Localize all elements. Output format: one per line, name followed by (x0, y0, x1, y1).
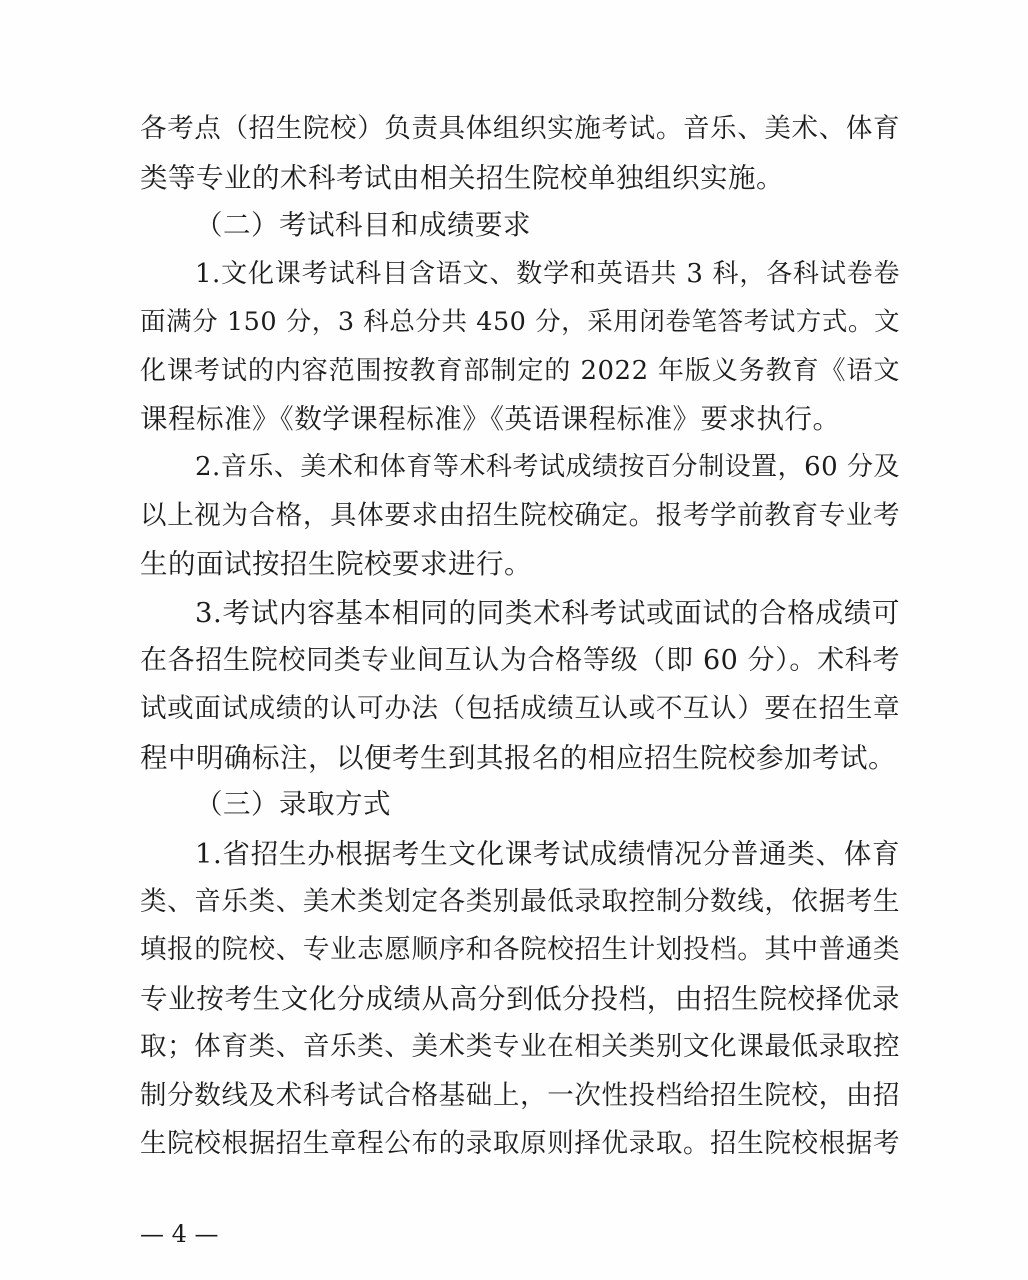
paragraph-line: 专业按考生文化分成绩从高分到低分投档，由招生院校择优录 (140, 983, 900, 1015)
paragraph-line: 程中明确标注，以便考生到其报名的相应招生院校参加考试。 (140, 742, 896, 774)
paragraph-line: 以上视为合格，具体要求由招生院校确定。报考学前教育专业考 (140, 500, 900, 531)
page-number: — 4 — (140, 1220, 219, 1248)
paragraph-line: 1.文化课考试科目含语文、数学和英语共 3 科，各科试卷卷 (195, 259, 900, 289)
paragraph-line: 生的面试按招生院校要求进行。 (140, 548, 532, 580)
paragraph-line: 1.省招生办根据考生文化课考试成绩情况分普通类、体育 (195, 838, 900, 870)
paragraph-line: 3.考试内容基本相同的同类术科考试或面试的合格成绩可 (195, 597, 900, 629)
section-heading: （二）考试科目和成绩要求 (195, 209, 531, 241)
paragraph-line: 取；体育类、音乐类、美术类专业在相关类别文化课最低录取控 (140, 1031, 900, 1062)
paragraph-line: 各考点（招生院校）负责具体组织实施考试。音乐、美术、体育 (140, 113, 900, 144)
paragraph-line: 在各招生院校同类专业间互认为合格等级（即 60 分）。术科考 (140, 645, 900, 676)
paragraph-line: 制分数线及术科考试合格基础上，一次性投档给招生院校，由招 (140, 1080, 900, 1111)
paragraph-line: 2.音乐、美术和体育等术科考试成绩按百分制设置，60 分及 (195, 452, 900, 482)
paragraph-line: 试或面试成绩的认可办法（包括成绩互认或不互认）要在招生章 (140, 693, 900, 724)
paragraph-line: 类、音乐类、美术类划定各类别最低录取控制分数线，依据考生 (140, 886, 900, 917)
paragraph-line: 填报的院校、专业志愿顺序和各院校招生计划投档。其中普通类 (140, 934, 900, 965)
paragraph-line: 生院校根据招生章程公布的录取原则择优录取。招生院校根据考 (140, 1128, 900, 1159)
paragraph-line: 化课考试的内容范围按教育部制定的 2022 年版义务教育《语文 (140, 356, 900, 386)
section-heading: （三）录取方式 (195, 788, 391, 820)
paragraph-line: 面满分 150 分，3 科总分共 450 分，采用闭卷笔答考试方式。文 (140, 307, 900, 337)
paragraph-line: 类等专业的术科考试由相关招生院校单独组织实施。 (140, 162, 784, 194)
paragraph-line: 课程标准》《数学课程标准》《英语课程标准》要求执行。 (140, 403, 841, 435)
